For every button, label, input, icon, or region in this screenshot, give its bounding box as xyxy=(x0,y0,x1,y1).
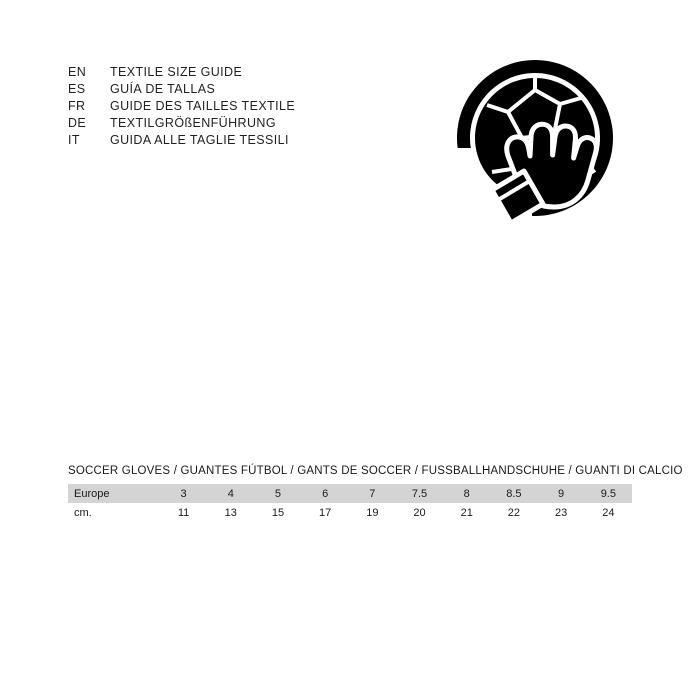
cell-europe-4: 7 xyxy=(349,484,396,503)
language-code-de: DE xyxy=(68,116,87,130)
size-guide-section xyxy=(68,465,683,522)
language-row-de xyxy=(68,115,295,132)
language-code-es: ES xyxy=(68,82,86,96)
language-row-es xyxy=(68,81,295,98)
cell-europe-8: 9 xyxy=(538,484,585,503)
size-table xyxy=(68,484,632,522)
language-title-es: GUÍA DE TALLAS xyxy=(110,82,216,96)
cell-europe-0: 3 xyxy=(160,484,207,503)
cell-cm-9: 24 xyxy=(585,503,632,522)
language-row-it xyxy=(68,132,295,149)
cell-cm-2: 15 xyxy=(254,503,301,522)
cell-cm-1: 13 xyxy=(207,503,254,522)
language-title-en: TEXTILE SIZE GUIDE xyxy=(110,65,243,79)
cell-europe-5: 7.5 xyxy=(396,484,443,503)
cell-cm-3: 17 xyxy=(302,503,349,522)
language-title-it: GUIDA ALLE TAGLIE TESSILI xyxy=(110,133,289,147)
row-label-cm: cm. xyxy=(68,503,160,522)
language-code-fr: FR xyxy=(68,99,86,113)
row-label-europe: Europe xyxy=(68,484,160,503)
cell-europe-3: 6 xyxy=(302,484,349,503)
table-row xyxy=(68,484,632,503)
language-title-de: TEXTILGRÖßENFÜHRUNG xyxy=(110,116,276,130)
cell-europe-1: 4 xyxy=(207,484,254,503)
language-row-en xyxy=(68,64,295,81)
cell-europe-6: 8 xyxy=(443,484,490,503)
cell-cm-4: 19 xyxy=(349,503,396,522)
cell-cm-0: 11 xyxy=(160,503,207,522)
cell-cm-6: 21 xyxy=(443,503,490,522)
cell-europe-7: 8.5 xyxy=(490,484,537,503)
size-table-caption: SOCCER GLOVES / GUANTES FÚTBOL / GANTS DE SOCCER / FUSSBALLHANDSCHUHE / GUANTI DI CALCIO xyxy=(68,465,683,477)
language-title-fr: GUIDE DES TAILLES TEXTILE xyxy=(110,99,296,113)
language-code-en: EN xyxy=(68,65,87,79)
cell-cm-5: 20 xyxy=(396,503,443,522)
goalkeeper-glove-and-ball-icon xyxy=(440,52,630,242)
language-title-list xyxy=(68,64,295,149)
cell-cm-7: 22 xyxy=(490,503,537,522)
language-row-fr xyxy=(68,98,295,115)
cell-europe-9: 9.5 xyxy=(585,484,632,503)
cell-cm-8: 23 xyxy=(538,503,585,522)
cell-europe-2: 5 xyxy=(254,484,301,503)
table-row xyxy=(68,503,632,522)
language-code-it: IT xyxy=(68,133,80,147)
